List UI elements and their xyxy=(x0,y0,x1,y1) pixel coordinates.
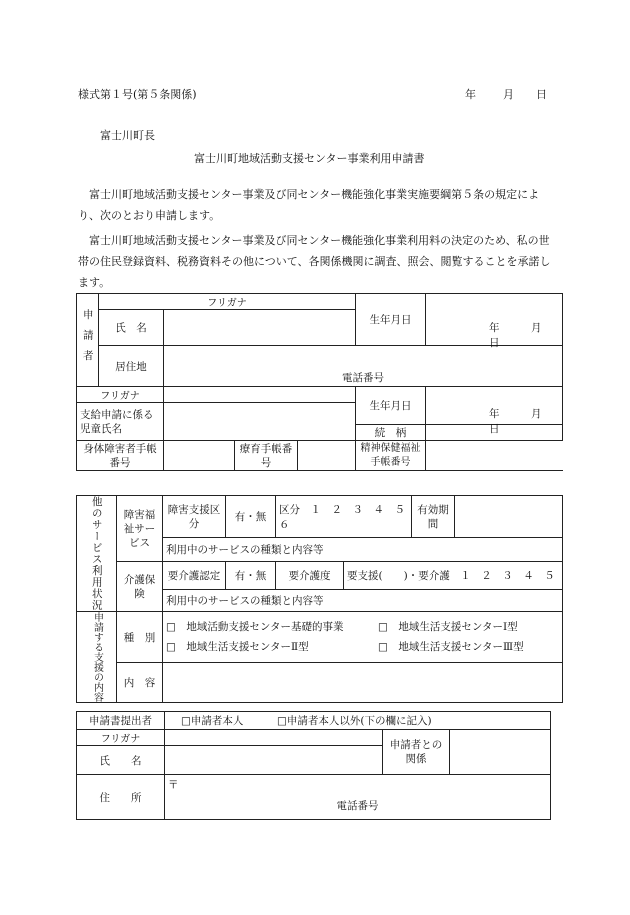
apply-content-label: 申請する支援の内容 xyxy=(77,612,117,703)
valid-period-label: 有効期間 xyxy=(412,496,455,538)
child-furigana-label: フリガナ xyxy=(77,387,164,403)
submitter-options xyxy=(165,712,551,730)
relation-label: 続 柄 xyxy=(356,425,426,441)
submitter-self-option[interactable]: □申請者本人 xyxy=(181,715,244,727)
paragraph-consent: 富士川町地域活動支援センター事業及び同センター機能強化事業利用料の決定のため、私の世帯の住民登録資料、税務資料その他について、各関係機関に調査、照会、閲覧することを承諾します。 xyxy=(78,234,551,289)
other-services-label: 他のサービス利用状況 xyxy=(77,496,117,612)
submitter-name-label: 氏 名 xyxy=(77,746,165,775)
date-year: 年 xyxy=(465,88,476,101)
care-insurance-label: 介護保険 xyxy=(117,562,163,612)
date-day: 日 xyxy=(536,88,547,101)
address-phone-label: 電話番号 xyxy=(342,372,384,384)
type-label: 種 別 xyxy=(117,612,163,663)
name-label: 氏 名 xyxy=(99,310,164,346)
option-life-support-3[interactable]: □ 地域生活支援センターⅢ型 xyxy=(378,641,524,654)
child-furigana-field[interactable] xyxy=(164,387,356,403)
support-class-label: 障害支援区分 xyxy=(163,496,226,538)
addressee: 富士川町長 xyxy=(100,129,155,142)
paragraph-application: 富士川町地域活動支援センター事業及び同センター機能強化事業実施要綱第５条の規定により、次のとおり申請します。 xyxy=(78,188,540,222)
child-birth-field[interactable] xyxy=(426,387,574,435)
ryoiku-book-label: 療育手帳番号 xyxy=(235,441,298,471)
date-month: 月 xyxy=(503,88,514,101)
mental-book-field[interactable] xyxy=(426,441,563,471)
ryoiku-book-field[interactable] xyxy=(298,441,356,471)
submitter-address-label: 住 所 xyxy=(77,775,165,820)
child-birth-text: 年 月 日 xyxy=(489,407,574,435)
physical-book-field[interactable] xyxy=(164,441,235,471)
care-level-values[interactable]: 要支援( )・要介護 １ ２ ３ ４ ５ xyxy=(344,562,563,590)
content-label: 内 容 xyxy=(117,663,163,703)
submitter-other-option[interactable]: □申請者本人以外(下の欄に記入) xyxy=(277,715,432,727)
services-table xyxy=(76,495,563,703)
address-label: 居住地 xyxy=(99,346,164,387)
form-number: 様式第１号(第５条関係) xyxy=(78,88,197,101)
birth-date-text: 年 月 日 xyxy=(489,321,574,349)
child-name-label: 支給申請に係る児童氏名 xyxy=(77,403,164,441)
care-cert-label: 要介護認定 xyxy=(163,562,226,590)
care-yes-no[interactable]: 有・無 xyxy=(226,562,276,590)
support-class-values[interactable]: 区分 １ ２ ３ ４ ５ ６ xyxy=(276,496,412,538)
option-life-support-2[interactable]: □ 地域生活支援センターⅡ型 xyxy=(166,641,309,654)
welfare-used-services[interactable]: 利用中のサービスの種類と内容等 xyxy=(163,538,563,562)
valid-period-field[interactable] xyxy=(455,496,563,538)
birth-date-field[interactable] xyxy=(426,294,574,349)
child-birth-label: 生年月日 xyxy=(356,387,426,425)
care-level-label: 要介護度 xyxy=(276,562,344,590)
name-field[interactable] xyxy=(164,310,356,346)
welfare-yes-no[interactable]: 有・無 xyxy=(226,496,276,538)
submitter-furigana-label: フリガナ xyxy=(77,730,165,746)
submitter-table xyxy=(76,711,551,820)
care-used-services[interactable]: 利用中のサービスの種類と内容等 xyxy=(163,590,563,612)
content-field[interactable] xyxy=(163,663,563,703)
applicant-table xyxy=(76,293,574,471)
submitter-furigana-field[interactable] xyxy=(165,730,383,746)
furigana-label: フリガナ xyxy=(99,294,356,310)
document-title: 富士川町地域活動支援センター事業利用申請書 xyxy=(194,152,425,165)
submitter-relation-field[interactable] xyxy=(450,730,551,775)
option-life-support-1[interactable]: □ 地域生活支援センターⅠ型 xyxy=(378,621,518,634)
submitter-name-field[interactable] xyxy=(165,746,383,775)
submitter-label: 申請書提出者 xyxy=(77,712,165,730)
address-field[interactable] xyxy=(164,346,563,387)
type-options xyxy=(163,612,563,663)
applicant-section-label: 申請者 xyxy=(77,294,99,387)
submitter-relation-label: 申請者との関係 xyxy=(383,730,450,775)
birth-label: 生年月日 xyxy=(356,294,426,346)
postal-mark: 〒 xyxy=(168,779,179,791)
submitter-address-field[interactable] xyxy=(165,775,551,820)
submitter-phone-label: 電話番号 xyxy=(336,800,379,812)
child-name-field[interactable] xyxy=(164,403,356,441)
welfare-services-label: 障害福祉サービス xyxy=(117,496,163,562)
mental-book-label: 精神保健福祉手帳番号 xyxy=(356,441,426,471)
option-activity-basic[interactable]: □ 地域活動支援センター基礎的事業 xyxy=(166,621,344,634)
physical-book-label: 身体障害者手帳番号 xyxy=(77,441,164,471)
